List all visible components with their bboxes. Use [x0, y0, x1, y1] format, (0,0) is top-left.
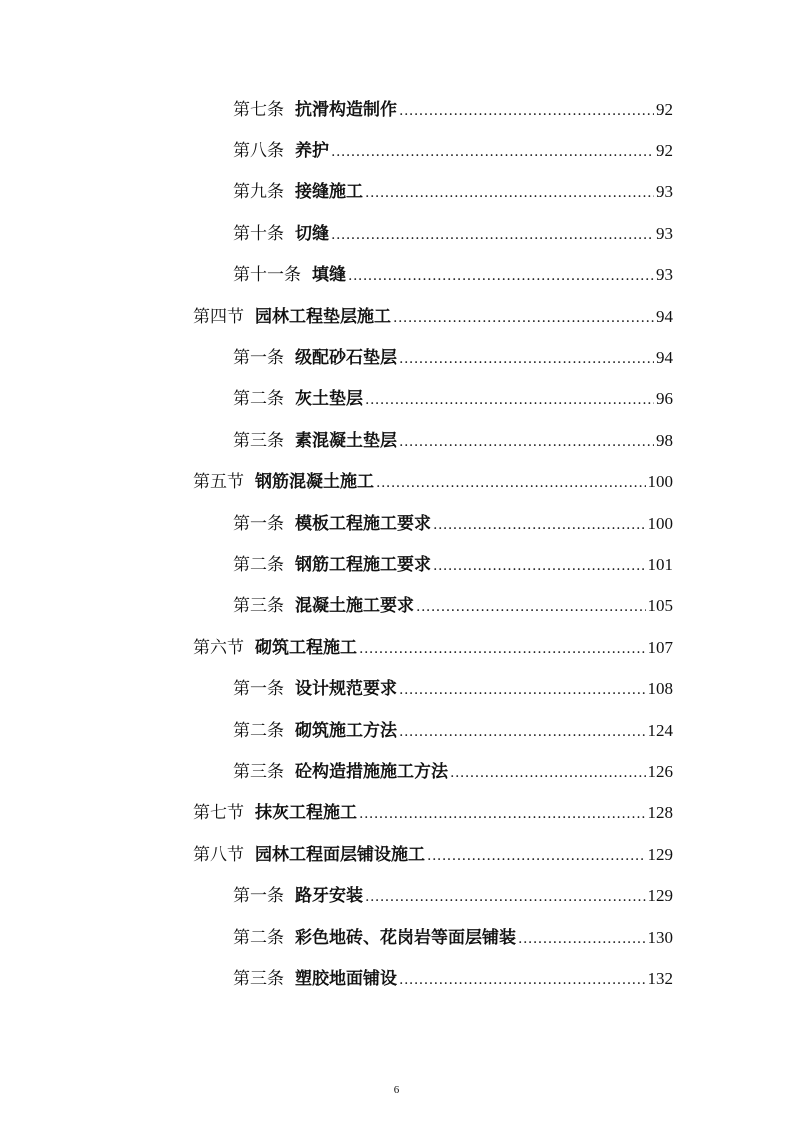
- dot-leader: [365, 393, 654, 407]
- toc-section-title: 园林工程垫层施工: [255, 306, 391, 327]
- toc-entry[interactable]: [0, 213, 793, 254]
- dot-leader: [427, 849, 646, 863]
- toc-entry-title: 混凝土施工要求: [295, 596, 414, 617]
- toc-section-title: 园林工程面层铺设施工: [255, 844, 425, 865]
- toc-entry-page: 105: [647, 596, 673, 616]
- toc-entry-title: 模板工程施工要求: [295, 513, 431, 534]
- dot-leader: [399, 104, 654, 118]
- toc-entry-title: 切缝: [295, 223, 329, 244]
- dot-leader: [518, 932, 646, 946]
- dot-leader: [399, 725, 646, 739]
- toc-entry[interactable]: [0, 130, 793, 171]
- toc-entry-label: 第三条: [233, 968, 284, 989]
- dot-leader: [393, 311, 654, 325]
- toc-section[interactable]: [0, 793, 793, 834]
- toc-entry[interactable]: [0, 751, 793, 792]
- toc-entry-page: 130: [647, 927, 673, 947]
- toc-section-label: 第六节: [193, 637, 244, 658]
- toc-entry-page: 96: [656, 389, 673, 409]
- toc-entry-label: 第九条: [233, 182, 284, 203]
- toc-entry-title: 彩色地砖、花岗岩等面层铺装: [295, 927, 516, 948]
- dot-leader: [399, 973, 646, 987]
- toc-entry-label: 第三条: [233, 596, 284, 617]
- dot-leader: [399, 683, 646, 697]
- toc-section-page: 100: [647, 472, 673, 492]
- toc-entry-label: 第二条: [233, 554, 284, 575]
- dot-leader: [359, 807, 646, 821]
- toc-entry-page: 126: [647, 761, 673, 781]
- toc-entry[interactable]: [0, 379, 793, 420]
- page-number: 6: [393, 1084, 400, 1096]
- toc-entry-page: 92: [656, 141, 673, 161]
- toc-entry-label: 第一条: [233, 513, 284, 534]
- toc-section-label: 第五节: [193, 472, 244, 493]
- toc-section[interactable]: [0, 296, 793, 337]
- dot-leader: [450, 766, 646, 780]
- toc-entry-title: 素混凝土垫层: [295, 430, 397, 451]
- toc-entry-label: 第八条: [233, 141, 284, 162]
- toc-section-title: 砌筑工程施工: [255, 637, 357, 658]
- toc-entry-title: 填缝: [312, 265, 346, 286]
- toc-entry-page: 98: [656, 430, 673, 450]
- toc-entry[interactable]: [0, 958, 793, 999]
- toc-entry-label: 第二条: [233, 389, 284, 410]
- toc-entry[interactable]: [0, 337, 793, 378]
- toc-section-label: 第四节: [193, 306, 244, 327]
- toc-section-page: 94: [656, 306, 673, 326]
- toc-entry-page: 93: [656, 182, 673, 202]
- dot-leader: [331, 145, 654, 159]
- toc-section-page: 128: [647, 803, 673, 823]
- toc-entry-title: 路牙安装: [295, 886, 363, 907]
- toc-entry[interactable]: [0, 89, 793, 130]
- dot-leader: [365, 186, 654, 200]
- toc-entry-page: 108: [647, 679, 673, 699]
- toc-entry-page: 92: [656, 99, 673, 119]
- toc-entry-label: 第十条: [233, 223, 284, 244]
- toc-entry-title: 砼构造措施施工方法: [295, 761, 448, 782]
- toc-entry[interactable]: [0, 172, 793, 213]
- dot-leader: [365, 890, 646, 904]
- table-of-contents: [0, 89, 793, 1000]
- toc-entry-page: 129: [647, 886, 673, 906]
- dot-leader: [416, 600, 646, 614]
- toc-section[interactable]: [0, 834, 793, 875]
- toc-section-title: 钢筋混凝土施工: [255, 472, 374, 493]
- toc-entry-label: 第一条: [233, 886, 284, 907]
- toc-entry[interactable]: [0, 875, 793, 916]
- toc-section-title: 抹灰工程施工: [255, 803, 357, 824]
- dot-leader: [433, 559, 646, 573]
- toc-entry-label: 第十一条: [233, 265, 301, 286]
- dot-leader: [348, 269, 654, 283]
- toc-entry-title: 砌筑施工方法: [295, 720, 397, 741]
- toc-entry[interactable]: [0, 917, 793, 958]
- toc-entry-title: 塑胶地面铺设: [295, 968, 397, 989]
- toc-entry-label: 第三条: [233, 761, 284, 782]
- toc-section-label: 第七节: [193, 803, 244, 824]
- toc-entry[interactable]: [0, 668, 793, 709]
- toc-section-page: 107: [647, 637, 673, 657]
- toc-entry-title: 养护: [295, 141, 329, 162]
- toc-entry-title: 钢筋工程施工要求: [295, 554, 431, 575]
- toc-entry-label: 第三条: [233, 430, 284, 451]
- toc-entry-page: 93: [656, 265, 673, 285]
- dot-leader: [399, 435, 654, 449]
- toc-entry-label: 第一条: [233, 679, 284, 700]
- toc-entry-label: 第二条: [233, 720, 284, 741]
- toc-entry-page: 93: [656, 223, 673, 243]
- toc-entry[interactable]: [0, 710, 793, 751]
- toc-section-page: 129: [647, 844, 673, 864]
- toc-section[interactable]: [0, 627, 793, 668]
- dot-leader: [359, 642, 646, 656]
- toc-entry-page: 101: [647, 554, 673, 574]
- dot-leader: [399, 352, 654, 366]
- toc-section-label: 第八节: [193, 844, 244, 865]
- toc-entry[interactable]: [0, 544, 793, 585]
- toc-entry[interactable]: [0, 586, 793, 627]
- dot-leader: [331, 228, 654, 242]
- dot-leader: [433, 518, 646, 532]
- toc-entry[interactable]: [0, 420, 793, 461]
- toc-entry-page: 94: [656, 348, 673, 368]
- toc-section[interactable]: [0, 462, 793, 503]
- toc-entry[interactable]: [0, 255, 793, 296]
- toc-entry-title: 设计规范要求: [295, 679, 397, 700]
- toc-entry-title: 接缝施工: [295, 182, 363, 203]
- toc-entry-title: 灰土垫层: [295, 389, 363, 410]
- toc-entry-page: 132: [647, 968, 673, 988]
- toc-entry-page: 100: [647, 513, 673, 533]
- toc-entry-title: 级配砂石垫层: [295, 348, 397, 369]
- toc-entry-label: 第七条: [233, 99, 284, 120]
- toc-entry-label: 第二条: [233, 927, 284, 948]
- dot-leader: [376, 476, 646, 490]
- toc-entry-page: 124: [647, 720, 673, 740]
- toc-entry-title: 抗滑构造制作: [295, 99, 397, 120]
- toc-entry[interactable]: [0, 503, 793, 544]
- toc-entry-label: 第一条: [233, 348, 284, 369]
